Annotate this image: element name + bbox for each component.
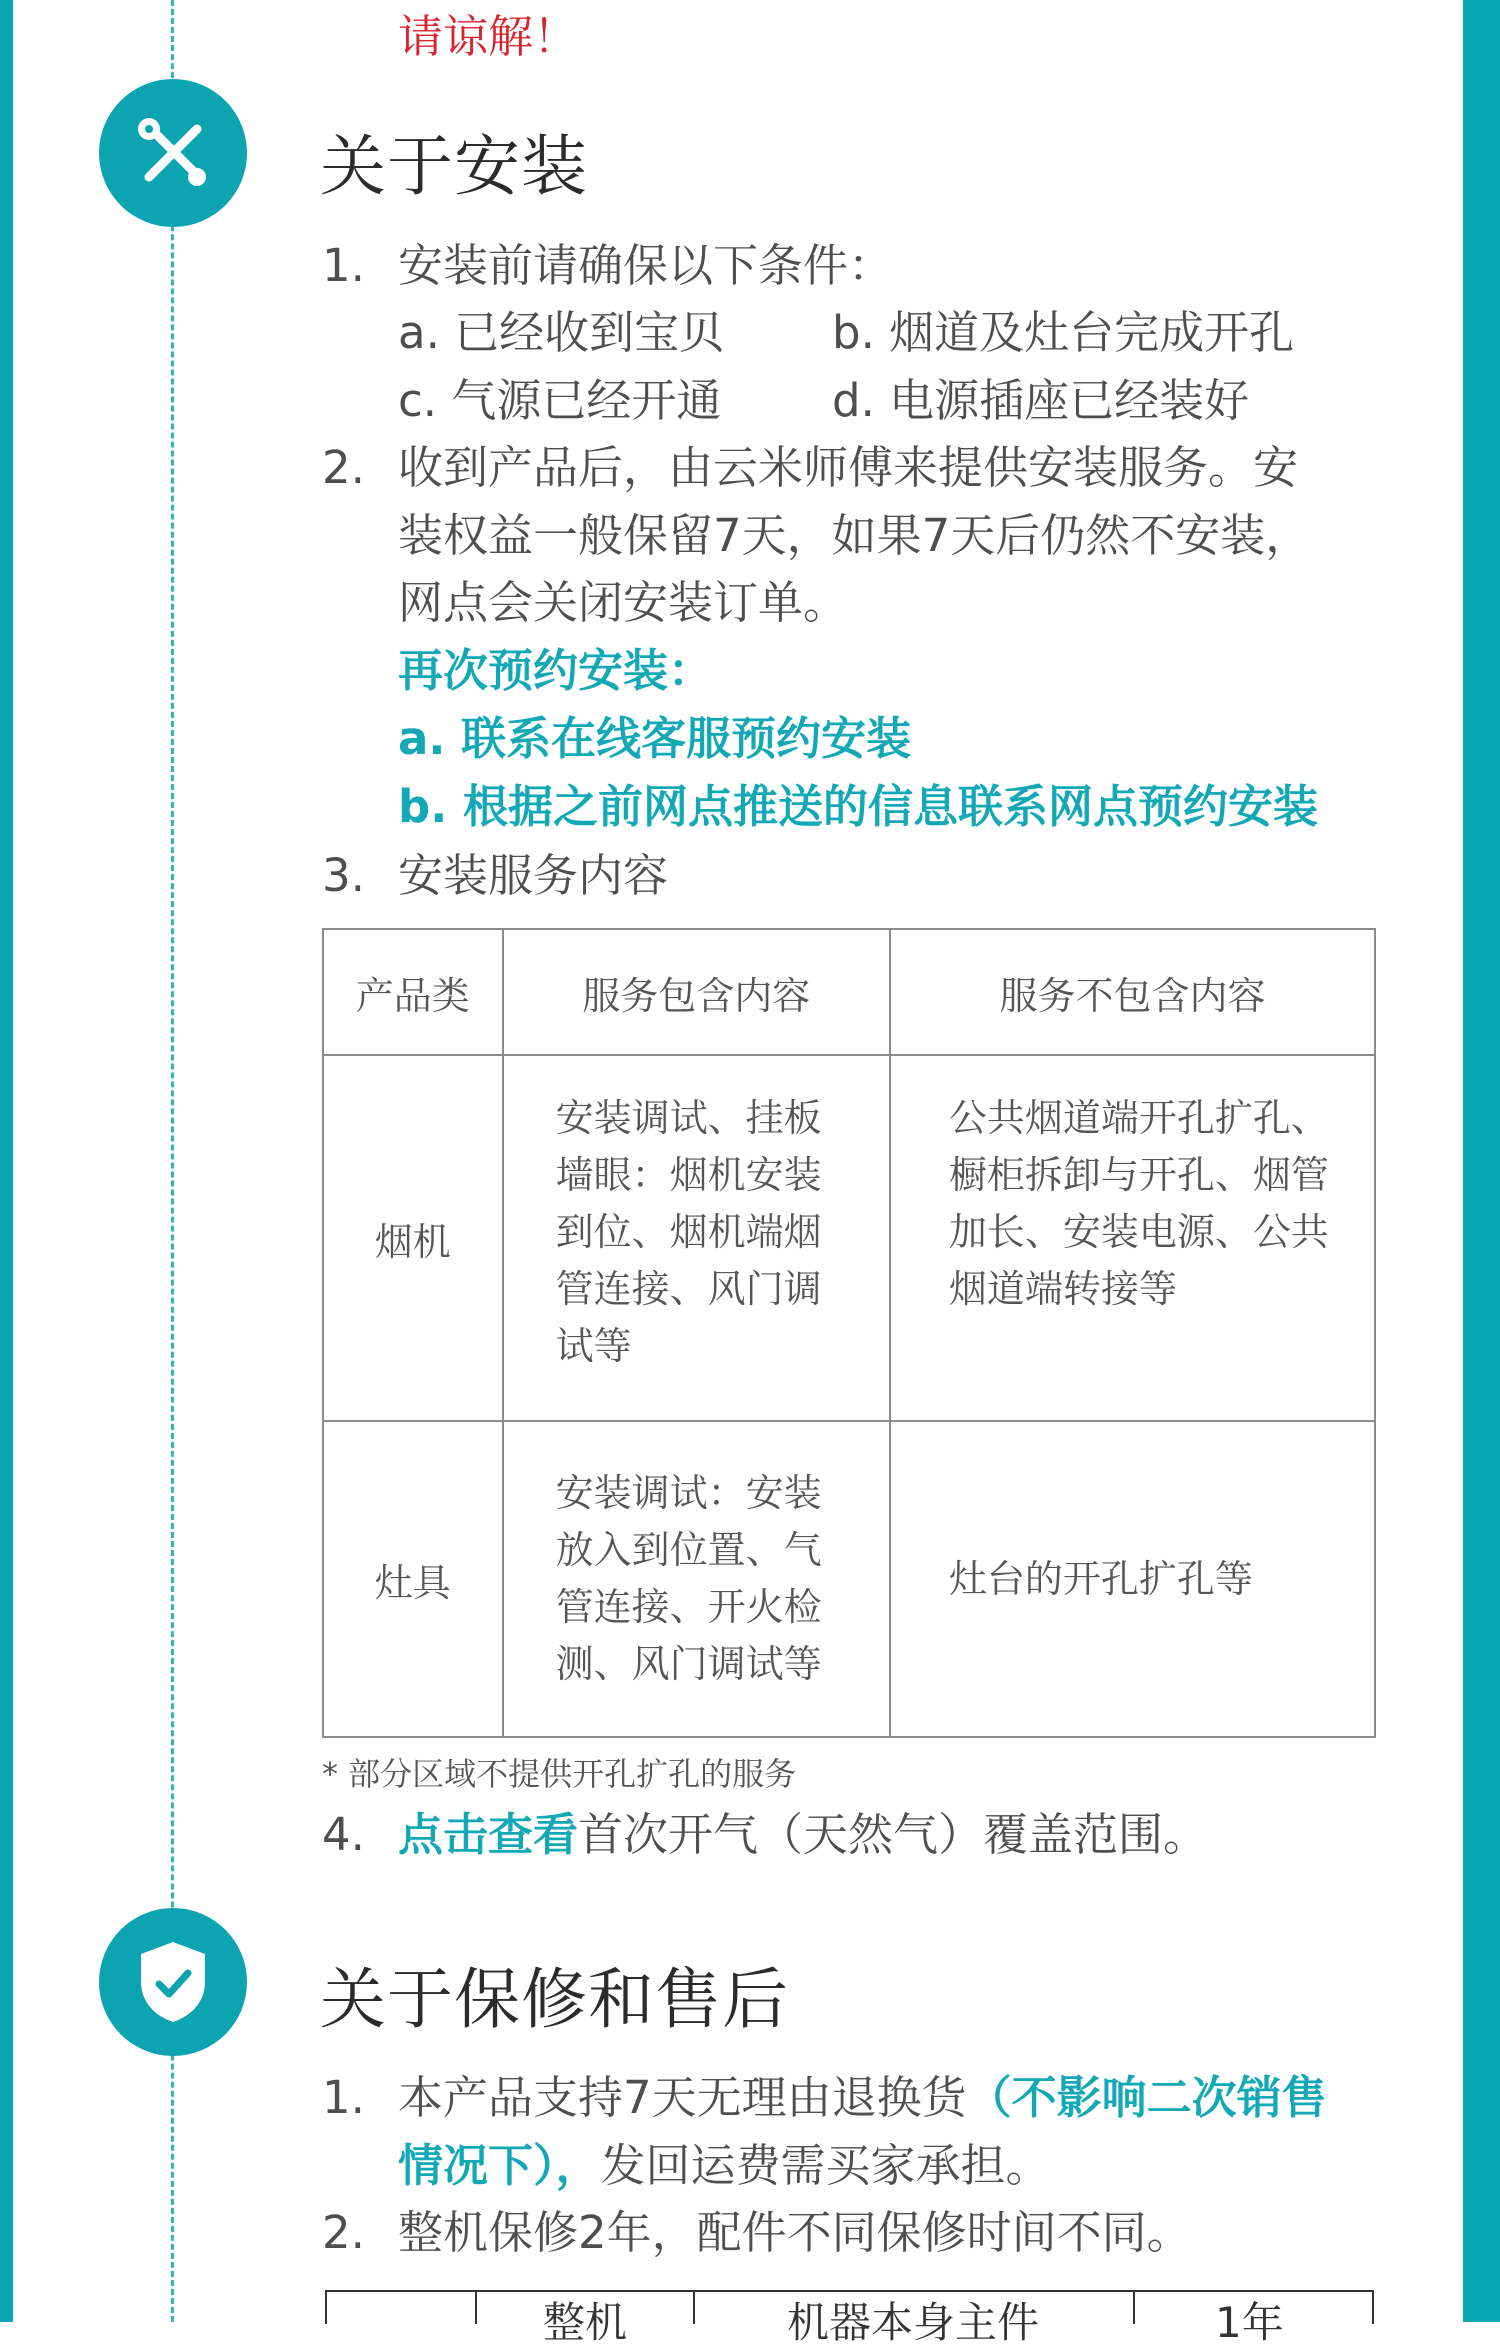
install-item2-line: 网点会关闭安装订单。 — [398, 576, 849, 629]
install-service-table — [322, 928, 1376, 1738]
condition-d: d. 电源插座已经装好 — [832, 374, 1250, 427]
return-condition-end: 情况下）， — [398, 2139, 601, 2192]
cell-line: 橱柜拆卸与开孔、烟管 — [948, 1153, 1329, 1197]
cell-line: 放入到位置、气 — [555, 1528, 822, 1572]
included-cell — [503, 1055, 890, 1421]
cell-line: 公共烟道端开孔扩孔、 — [948, 1096, 1329, 1140]
cell-line: 加长、安装电源、公共 — [948, 1210, 1329, 1254]
install-item2-line: 收到产品后，由云米师傅来提供安装服务。安 — [398, 441, 1299, 494]
cell-line: 管连接、风门调 — [555, 1267, 822, 1311]
cell-line: 安装调试：安装 — [555, 1471, 822, 1515]
cell-line: 灶台的开孔扩孔等 — [948, 1556, 1253, 1601]
table-row — [323, 1055, 1375, 1421]
warranty-table-cell: 1年 — [1215, 2298, 1284, 2347]
shield-check-icon — [99, 1908, 247, 2056]
warranty-item1-num: 1. — [322, 2071, 365, 2124]
install-item2-line: 装权益一般保留7天，如果7天后仍然不安装， — [398, 509, 1311, 562]
install-item1-num: 1. — [322, 239, 365, 292]
included-cell — [503, 1421, 890, 1737]
rebook-title: 再次预约安装： — [398, 644, 714, 697]
table-col-divider — [475, 2292, 477, 2324]
table-header-row — [323, 929, 1375, 1055]
table-footnote: * 部分区域不提供开孔扩孔的服务 — [322, 1755, 797, 1793]
shipping-fee-text: 发回运费需买家承担。 — [600, 2139, 1051, 2192]
cell-line: 到位、烟机端烟 — [555, 1210, 822, 1254]
warranty-item1-line — [398, 2071, 1327, 2124]
install-item4-num: 4. — [322, 1808, 365, 1861]
install-heading: 关于安装 — [320, 128, 588, 205]
install-item1-text: 安装前请确保以下条件： — [398, 239, 894, 292]
warranty-table-cell: 整机 — [543, 2298, 628, 2347]
table-col-divider — [693, 2292, 695, 2324]
warranty-table-cell: 机器本身主件 — [787, 2298, 1040, 2347]
product-cell: 灶具 — [323, 1421, 503, 1737]
table-header: 产品类 — [323, 929, 503, 1055]
cell-line: 墙眼：烟机安装 — [555, 1153, 822, 1197]
table-header: 服务包含内容 — [503, 929, 890, 1055]
install-item3-text: 安装服务内容 — [398, 849, 669, 902]
warranty-item1-line2 — [398, 2139, 1051, 2192]
rebook-option-a: a. 联系在线客服预约安装 — [398, 712, 912, 765]
product-cell: 烟机 — [323, 1055, 503, 1421]
install-item4-line — [398, 1808, 1209, 1861]
right-border — [1463, 0, 1500, 2322]
condition-c: c. 气源已经开通 — [398, 374, 722, 427]
tools-icon — [99, 79, 247, 227]
left-border — [0, 0, 13, 2322]
install-item3-num: 3. — [322, 849, 365, 902]
warranty-heading: 关于保修和售后 — [320, 1961, 789, 2038]
warranty-item2-num: 2. — [322, 2206, 365, 2259]
install-item2-num: 2. — [322, 441, 365, 494]
apology-text: 请谅解！ — [398, 10, 579, 63]
warranty-table-partial — [325, 2290, 1374, 2347]
condition-a: a. 已经收到宝贝 — [398, 306, 725, 359]
cell-line: 试等 — [555, 1324, 632, 1368]
cell-line: 管连接、开火检 — [555, 1585, 822, 1629]
excluded-cell — [890, 1421, 1375, 1737]
condition-b: b. 烟道及灶台完成开孔 — [832, 306, 1295, 359]
coverage-text: 首次开气（天然气）覆盖范围。 — [578, 1808, 1209, 1861]
return-policy-text: 本产品支持7天无理由退换货 — [398, 2071, 967, 2124]
warranty-item2-text: 整机保修2年，配件不同保修时间不同。 — [398, 2206, 1192, 2259]
excluded-cell — [890, 1055, 1375, 1421]
table-row — [323, 1421, 1375, 1737]
cell-line: 安装调试、挂板 — [555, 1096, 822, 1140]
return-condition: （不影响二次销售 — [966, 2071, 1327, 2124]
cell-line: 烟道端转接等 — [948, 1267, 1177, 1311]
rebook-option-b: b. 根据之前网点推送的信息联系网点预约安装 — [398, 780, 1318, 833]
table-header: 服务不包含内容 — [890, 929, 1375, 1055]
table-col-divider — [1133, 2292, 1135, 2324]
coverage-link[interactable]: 点击查看 — [398, 1808, 579, 1861]
cell-line: 测、风门调试等 — [555, 1642, 822, 1686]
